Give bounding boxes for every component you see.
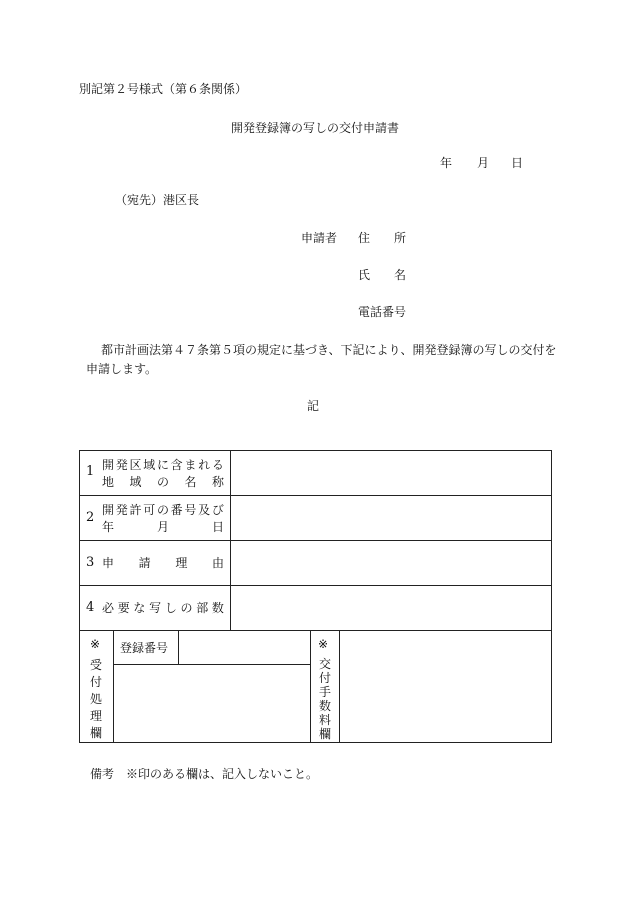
row-1-value-field[interactable]	[231, 451, 551, 495]
phone-label: 電話番号	[358, 305, 407, 319]
fee-label: 交 付 手 数 料 欄	[318, 657, 331, 741]
name-label: 氏 名	[358, 268, 406, 282]
reception-mark: ※	[90, 637, 101, 651]
note: 備考 ※印のある欄は、記入しないこと。	[90, 767, 319, 781]
row-1-label-line2: 地 域 の 名 称	[102, 475, 224, 489]
body-text-line1: 都市計画法第４７条第５項の規定に基づき、下記により、開発登録簿の写しの交付を	[101, 343, 557, 357]
date-month-label: 月	[477, 156, 490, 170]
addressee: （宛先）港区長	[115, 193, 200, 207]
row-4-label: 必 要 な 写 し の 部 数	[102, 601, 224, 615]
fee-field[interactable]	[340, 631, 551, 742]
reception-stamp-area[interactable]	[114, 665, 309, 742]
row-4-number: 4	[86, 600, 95, 615]
ki-label: 記	[307, 399, 320, 413]
address-label: 住 所	[358, 231, 406, 245]
fee-mark: ※	[318, 637, 329, 651]
body-text-line2: 申請します。	[86, 362, 158, 376]
row-4-value-field[interactable]	[231, 586, 551, 630]
row-3-label: 申 請 理 由	[102, 556, 224, 570]
reception-label: 受 付 処 理 欄	[89, 658, 102, 740]
registration-number-field[interactable]	[179, 631, 309, 663]
row-2-number: 2	[86, 510, 95, 525]
row-3-value-field[interactable]	[231, 541, 551, 585]
row-2-label-line2: 年 月 日	[102, 520, 224, 534]
fee-divider-left	[310, 630, 311, 743]
document-title: 開発登録簿の写しの交付申請書	[231, 121, 400, 135]
date-day-label: 日	[511, 156, 524, 170]
row-2-value-field[interactable]	[231, 496, 551, 540]
form-number: 別記第２号様式（第６条関係）	[79, 82, 248, 96]
row-1-number: 1	[86, 464, 95, 479]
registration-number-label: 登録番号	[120, 641, 169, 655]
row-1-label-line1: 開 発 区 域 に 含 ま れ る	[102, 458, 224, 472]
row-3-number: 3	[86, 555, 95, 570]
row-2-label-line1: 開 発 許 可 の 番 号 及 び	[102, 503, 224, 517]
date-year-label: 年	[440, 156, 453, 170]
applicant-label: 申請者	[301, 231, 338, 245]
